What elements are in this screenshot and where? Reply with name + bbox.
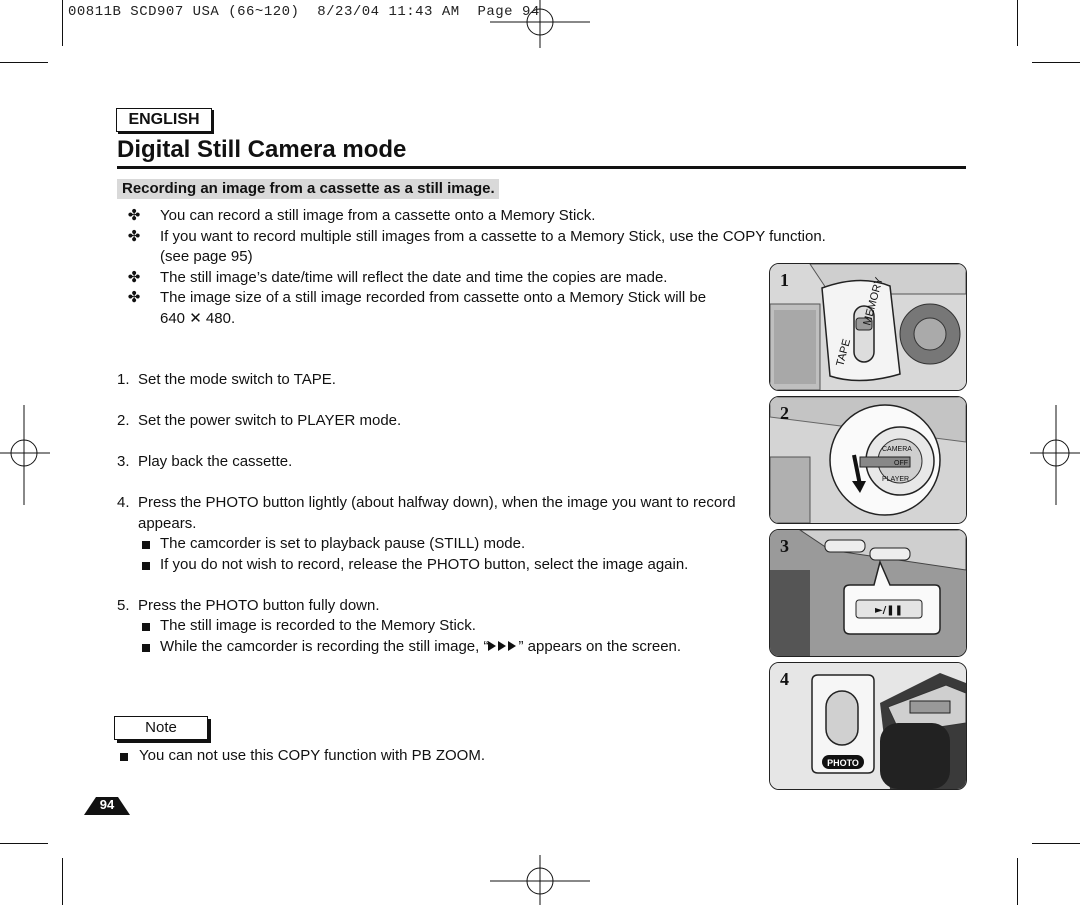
step-3: 3. Play back the cassette. bbox=[117, 453, 293, 470]
cross-bullet-icon: ✤ bbox=[127, 227, 141, 245]
crop-mark bbox=[1032, 62, 1080, 63]
panel-4-photo-label: PHOTO bbox=[827, 758, 859, 768]
cross-bullet-icon: ✤ bbox=[127, 207, 141, 224]
registration-mark-bottom bbox=[490, 855, 590, 905]
illustration-panel-4 bbox=[769, 662, 967, 790]
play-pause-illustration bbox=[770, 530, 966, 656]
panel-4-number: 4 bbox=[780, 669, 789, 689]
square-bullet-icon bbox=[120, 753, 128, 761]
panel-2-number: 2 bbox=[780, 403, 789, 423]
square-bullet-icon bbox=[142, 541, 150, 549]
square-bullet-icon bbox=[142, 644, 150, 652]
sub-item: The still image is recorded to the Memory Stick. bbox=[138, 616, 757, 637]
title-rule bbox=[117, 166, 966, 169]
panel-1-memory-label: MEMORY bbox=[861, 276, 886, 327]
panel-2-off-label: OFF bbox=[894, 460, 908, 467]
bullet-item: ✤ You can record a still image from a cassette onto a Memory Stick. bbox=[124, 206, 844, 227]
illustration-panel-3 bbox=[769, 529, 967, 657]
page-title: Digital Still Camera mode bbox=[117, 136, 407, 163]
page-number-badge bbox=[84, 795, 130, 817]
crop-mark bbox=[1032, 843, 1080, 844]
bullet-continuation: 640 ✕ 480. bbox=[160, 309, 236, 327]
step-4: 4. Press the PHOTO button lightly (about halfway down), when the image you want to record appears. The camcorder is set to playback pause (STILL) mode. If you do not wish to record, release the PHOTO button, select the image again. bbox=[117, 493, 757, 575]
cross-bullet-icon: ✤ bbox=[127, 289, 141, 306]
crop-mark bbox=[1017, 858, 1018, 905]
bullet-item: ✤ The image size of a still image recorded from cassette onto a Memory Stick will be bbox=[124, 288, 844, 309]
crop-mark bbox=[0, 62, 48, 63]
section-heading: Recording an image from a cassette as a still image. bbox=[117, 179, 499, 199]
crop-mark bbox=[0, 843, 48, 844]
square-bullet-icon bbox=[142, 562, 150, 570]
note-label: Note bbox=[114, 716, 208, 740]
illustration-panel-2 bbox=[769, 396, 967, 524]
bullet-continuation: (see page 95) bbox=[160, 248, 253, 265]
cross-bullet-icon: ✤ bbox=[127, 268, 141, 286]
step-2: 2. Set the power switch to PLAYER mode. bbox=[117, 412, 402, 429]
sub-item: The camcorder is set to playback pause (STILL) mode. bbox=[138, 534, 757, 555]
power-switch-illustration bbox=[770, 397, 966, 523]
panel-2-camera-label: CAMERA bbox=[882, 446, 912, 453]
panel-1-tape-label: TAPE bbox=[834, 337, 854, 368]
note-text: You can not use this COPY function with PB ZOOM. bbox=[117, 747, 485, 764]
step-1: 1. Set the mode switch to TAPE. bbox=[117, 371, 336, 388]
crop-mark bbox=[62, 858, 63, 905]
steps-list bbox=[117, 370, 757, 678]
page-number: 94 bbox=[99, 797, 115, 812]
recording-indicator-icon bbox=[488, 640, 518, 652]
crop-mark bbox=[1017, 0, 1018, 46]
photo-button-illustration bbox=[770, 663, 966, 789]
sub-item: If you do not wish to record, release the PHOTO button, select the image again. bbox=[138, 555, 757, 576]
print-header: 00811B SCD907 USA (66~120) 8/23/04 11:43 AM Page 94 bbox=[68, 4, 540, 20]
panel-3-play-pause-label: ►/❚❚ bbox=[874, 605, 904, 616]
square-bullet-icon bbox=[142, 623, 150, 631]
panel-2-player-label: PLAYER bbox=[882, 476, 910, 483]
registration-mark-left bbox=[0, 405, 50, 505]
intro-bullets bbox=[124, 206, 844, 329]
bullet-item: ✤ If you want to record multiple still images from a cassette to a Memory Stick, use the COPY function. bbox=[124, 227, 844, 248]
bullet-item: ✤ The still image’s date/time will reflect the date and time the copies are made. bbox=[124, 268, 844, 289]
language-tab: ENGLISH bbox=[116, 108, 212, 132]
panel-1-number: 1 bbox=[780, 270, 789, 290]
mode-switch-illustration bbox=[770, 264, 966, 390]
sub-item: While the camcorder is recording the still image, “ ” appears on the screen. bbox=[138, 637, 757, 658]
step-5: 5. Press the PHOTO button fully down. The still image is recorded to the Memory Stick. While the camcorder is recording the still image, “ ” appears on the screen. bbox=[117, 596, 757, 658]
crop-mark bbox=[62, 0, 63, 46]
illustration-panel-1 bbox=[769, 263, 967, 391]
registration-mark-right bbox=[1030, 405, 1080, 505]
panel-3-number: 3 bbox=[780, 536, 789, 556]
